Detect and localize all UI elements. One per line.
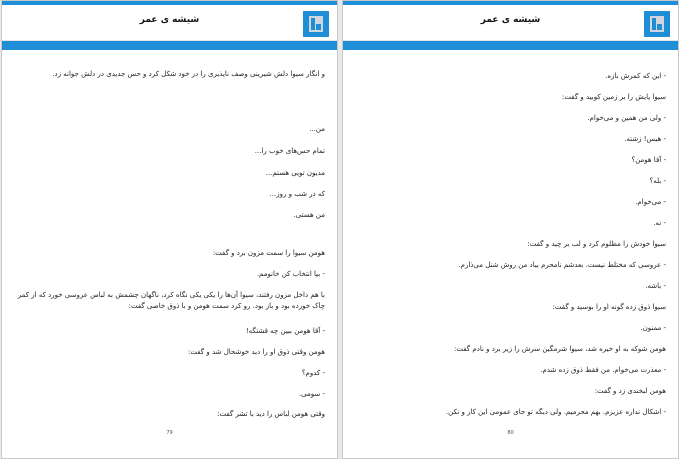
paragraph: وقتی هومن لباس را دید با تشر گفت:: [217, 410, 325, 418]
paragraph: - معذرت می‌خوام. من فقط ذوق زده شدم.: [540, 366, 666, 374]
paragraph: - کدوم؟: [301, 369, 325, 377]
poem-line: که در شب و روز...: [269, 190, 325, 198]
page-text: [16, 51, 325, 431]
header-blue-band: [343, 41, 678, 50]
paragraph: هومن سیوا را سمت مزون برد و گفت:: [212, 249, 325, 257]
paragraph: - سومی.: [298, 390, 325, 398]
header-blue-band: [2, 41, 337, 50]
paragraph: و انگار سیوا دلش شیرینی وصف ناپذیری را در خود شکل کرد و حس جدیدی در دلش جوانه زد.: [52, 70, 325, 78]
paragraph: - ممنون.: [640, 324, 666, 332]
paragraph: - هیس! زشته.: [624, 135, 666, 143]
poem-line: مدیون تویی هستم...: [265, 169, 325, 177]
poem-line: من...: [309, 125, 325, 133]
book-logo-icon: [644, 11, 670, 37]
paragraph: - بیا انتخاب کن خانومم.: [256, 270, 325, 278]
paragraph: با هم داخل مزون رفتند، سیوا آن‌ها را یکی یکی نگاه کرد، ناگهان چشمش به لباس عروسی خورد که از کمر چاک خورده بود و باز بود. رو کرد سمت هومن و با ذوق خاصی گفت:: [17, 291, 325, 310]
paragraph: سیوا پایش را بر زمین کوبید و گفت:: [562, 93, 666, 101]
paragraph: - ولی من همین و می‌خوام.: [587, 114, 666, 122]
paragraph: - آقا هومن؟: [631, 156, 666, 164]
poem-line: من هستی.: [293, 211, 325, 219]
page-header: [2, 5, 337, 41]
paragraph: - این که کمرش بازه.: [605, 72, 666, 80]
paragraph: - بله؟: [649, 177, 666, 185]
paragraph: سیوا ذوق زده گونه او را بوسید و گفت:: [552, 303, 666, 311]
document-page-right: [342, 0, 679, 459]
paragraph: - عروسی که مختلط نیست. بعدشم نامحرم بیاد من روش شنل می‌ذارم.: [458, 261, 666, 269]
poem-line: تمام حس‌های خوب را...: [254, 147, 325, 155]
paragraph: - آقا هومن ببین چه قشنگه!: [245, 327, 325, 335]
page-number: 80: [507, 430, 514, 436]
paragraph: - نه.: [653, 219, 666, 227]
paragraph: - باشه.: [645, 282, 666, 290]
document-page-left: [1, 0, 338, 459]
paragraph: سیوا خودش را مظلوم کرد و لب بر چید و گفت:: [527, 240, 666, 248]
paragraph: هومن شوکه به او خیره شد، سیوا شرمگین سرش را زیر برد و نادم گفت:: [454, 345, 666, 353]
paragraph: - می‌خوام.: [635, 198, 666, 206]
paragraph: هومن لبخندی زد و گفت:: [594, 387, 666, 395]
header-title: شیشه ی عمر: [480, 15, 541, 25]
paragraph: هومن وقتی ذوق او را دید خوشحال شد و گفت:: [188, 348, 325, 356]
paragraph: - اشکال نداره عزیزم. بهم محرمیم. ولی دیگه تو جای عمومی این کار و نکن.: [445, 408, 666, 416]
page-header: [343, 5, 678, 41]
book-logo-icon: [303, 11, 329, 37]
page-text: [357, 51, 666, 431]
page-number: 79: [166, 430, 173, 436]
header-title: شیشه ی عمر: [139, 15, 200, 25]
